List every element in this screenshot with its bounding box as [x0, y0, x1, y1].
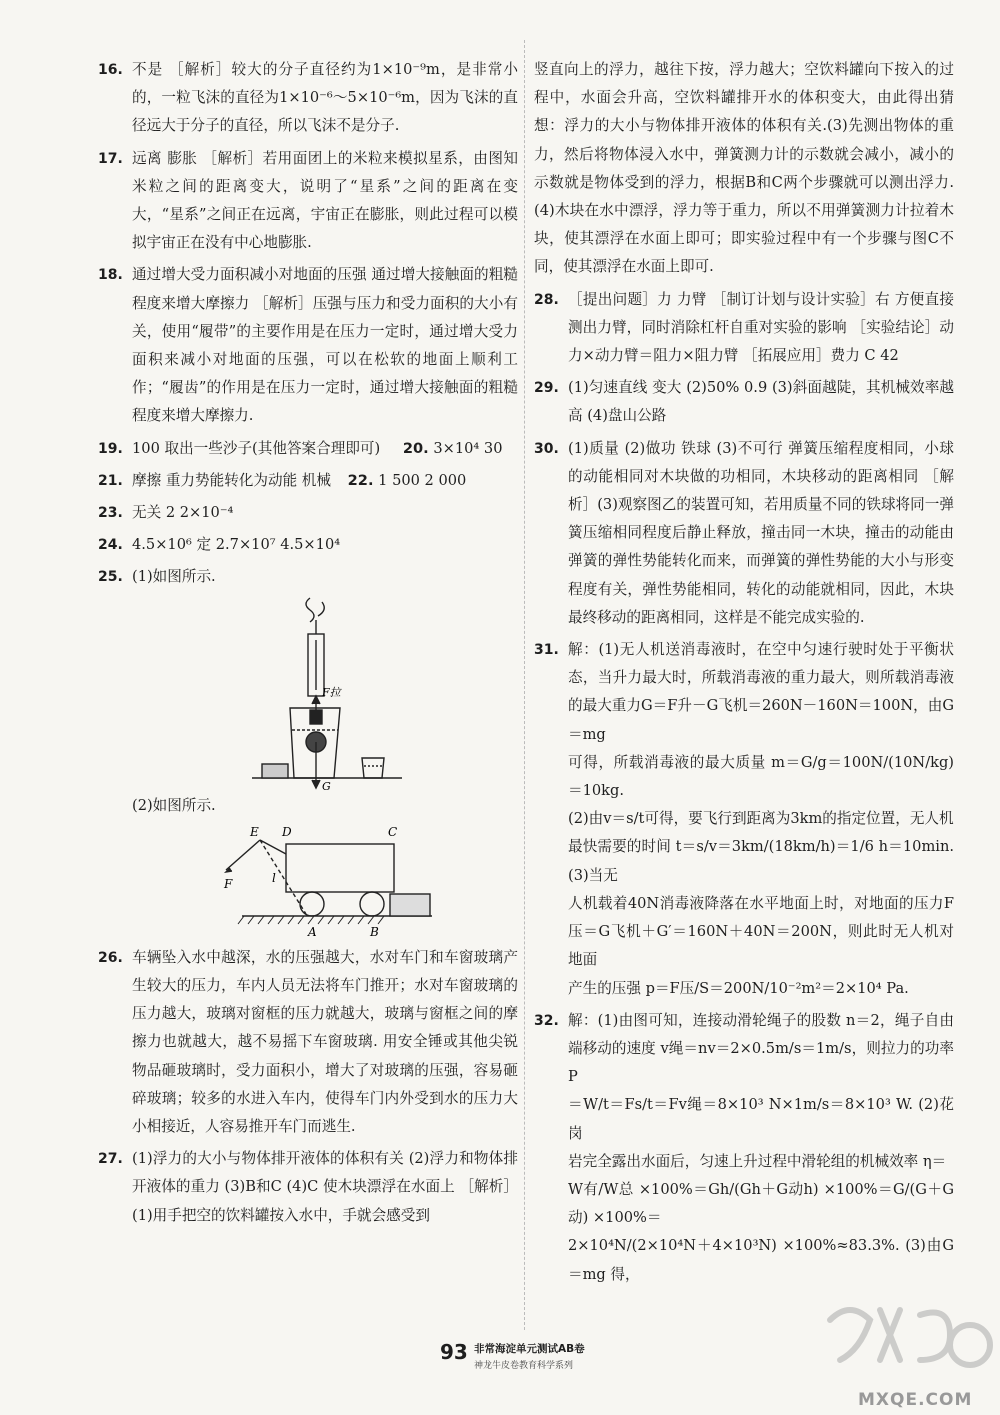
question-17: [98, 145, 518, 258]
question-25: [98, 563, 518, 939]
label-f: F: [224, 876, 233, 891]
answer-text: (1)浮力的大小与物体排开液体的体积有关 (2)浮力和物体排开液体的重力 (3)B和C (4)C 使木块漂浮在水面上 ［解析］(1)用手把空的饮料罐按入水中，手就会感受到: [132, 1150, 518, 1224]
answer-text: 通过增大受力面积减小对地面的压强 通过增大接触面的粗糙程度来增大摩擦力 ［解析］压强与压力和受力面积的大小有关，使用“履带”的主要作用是在压力一定时，通过增大受力面积来减小对地面的压强，可以在松软的地面上顺利工作；“履齿”的作用是在压力一定时，通过增大接触面的粗糙程度来增大摩擦力.: [132, 266, 518, 425]
question-number: 26.: [98, 949, 123, 966]
answer-text: 无关 2 2×10⁻⁴: [132, 504, 234, 522]
question-number: 24.: [98, 537, 123, 554]
label-d: D: [282, 824, 292, 839]
question-number: 30.: [534, 440, 559, 457]
solution-line: 解：(1)无人机送消毒液时，在空中匀速行驶时处于平衡状态，当升力最大时，所载消毒液的重力最大，则所载消毒液的最大重力G＝F升－G飞机＝260N－160N＝100N，由G＝mg: [568, 641, 954, 743]
force-label: F拉: [322, 685, 341, 699]
answer-text: 车辆坠入水中越深，水的压强越大，水对车门和车窗玻璃产生较大的压力，车内人员无法将车门推开；水对车窗玻璃的压力越大，玻璃对窗框的压力就越大，玻璃与窗框之间的摩擦力也就越大，越不易摇下车窗玻璃. 用安全锤或其他尖锐物品砸玻璃时，受力面积小，增大了对玻璃的压强，容易砸碎玻璃；较多的水进入车内，使得车门内外受到水的压力大小相接近，人容易推开车门而逃生.: [132, 948, 518, 1136]
question-number: 16.: [98, 62, 123, 78]
answer-text: 4.5×10⁶ 定 2.7×10⁷ 4.5×10⁴: [132, 536, 341, 554]
question-number: 32.: [534, 1012, 559, 1029]
question-30: [534, 435, 954, 632]
question-number: 27.: [98, 1151, 123, 1168]
question-29: [534, 374, 954, 430]
answer-text: (2)如图所示.: [132, 796, 216, 814]
column-divider: [524, 40, 525, 1330]
question-number: 19.: [98, 440, 123, 457]
answer-text: ［提出问题］力 力臂 ［制订计划与设计实验］右 方便直接测出力臂，同时消除杠杆自重对实验的影响 ［实验结论］动力×动力臂＝阻力×阻力臂 ［拓展应用］费力 C 42: [568, 290, 954, 365]
label-l: l: [272, 870, 276, 885]
label-b: B: [370, 924, 379, 939]
answer-text: (1)如图所示.: [132, 568, 216, 586]
cart-lever-diagram: [132, 820, 432, 940]
label-a: A: [308, 924, 317, 939]
weight-label: G: [322, 779, 331, 792]
question-28: [534, 286, 954, 371]
solution-line: W有/W总 ×100%＝Gh/(Gh＋G动h) ×100%＝G/(G＋G动) ×100%＝: [568, 1180, 954, 1227]
question-27: [98, 1145, 518, 1230]
question-24: [98, 531, 518, 559]
question-16: [98, 56, 518, 141]
label-c: C: [388, 824, 398, 839]
answer-text: 远离 膨胀 ［解析］若用面团上的米粒来模拟星系，由图知米粒之间的距离变大，说明了“星系”之间的距离在变大，“星系”之间正在远离，宇宙正在膨胀，则此过程可以模拟宇宙正在没有中心地膨胀.: [132, 149, 518, 252]
right-column: [534, 56, 954, 1293]
solution-line: 产生的压强 p＝F压/S＝200N/10⁻²m²＝2×10⁴ Pa.: [568, 979, 909, 997]
solution-line: 人机载着40N消毒液降落在水平地面上时，对地面的压力F压＝G飞机＋G′＝160N＋40N＝200N，则此时无人机对地面: [568, 894, 954, 969]
book-title: 非常海淀单元测试AB卷: [474, 1343, 585, 1355]
question-31: [534, 636, 954, 1003]
question-number: 29.: [534, 380, 559, 397]
question-19-20: [98, 435, 518, 463]
question-number: 20.: [402, 439, 429, 457]
answer-text: 摩擦 重力势能转化为动能 机械: [132, 471, 331, 489]
answer-text: (1)质量 (2)做功 铁球 (3)不可行 弹簧压缩程度相同，小球的动能相同对木块做的功相同，木块移动的距离相同 ［解析］(3)观察图乙的装置可知，若用质量不同的铁球将同一弹簧压缩相同程度后静止释放，撞击同一木块，撞击的动能由弹簧的弹性势能转化而来，而弹簧的弹性势能的大小与形变程度有关，弹性势能相同，转化的动能就相同，因此，木块最终移动的距离相同，这样是不能完成实验的.: [568, 439, 954, 626]
page-footer: [440, 1340, 640, 1380]
answer-text: 100 取出一些沙子(其他答案合理即可): [132, 439, 381, 457]
answer-text: 1 500 2 000: [378, 471, 467, 489]
question-32: [534, 1007, 954, 1289]
question-27-continued: [534, 56, 954, 282]
figure-cart-lever: [132, 820, 518, 940]
question-number: 23.: [98, 505, 123, 522]
question-number: 17.: [98, 150, 123, 167]
question-number: 18.: [98, 267, 123, 284]
series-name: 神龙牛皮卷教育科学系列: [474, 1361, 574, 1371]
spring-scale-diagram: [132, 592, 432, 792]
question-18: [98, 261, 518, 430]
question-number: 22.: [347, 471, 374, 489]
question-23: [98, 499, 518, 527]
solution-line: 解：(1)由图可知，连接动滑轮绳子的股数 n＝2，绳子自由端移动的速度 v绳＝nv＝2×0.5m/s＝1m/s，则拉力的功率 P: [568, 1011, 954, 1086]
left-column: [98, 56, 518, 1234]
watermark-text: MXQE.COM: [858, 1390, 973, 1410]
question-number: 21.: [98, 472, 123, 489]
question-number: 25.: [98, 569, 123, 586]
question-number: 31.: [534, 642, 559, 659]
solution-line: 可得，所载消毒液的最大质量 m＝G/g＝100N/(10N/kg)＝10kg.: [568, 753, 954, 800]
page-number: 93: [440, 1340, 468, 1364]
solution-line: ＝W/t＝Fs/t＝Fv绳＝8×10³ N×1m/s＝8×10³ W. (2)花岗: [568, 1096, 954, 1142]
answer-text: 不是 ［解析］较大的分子直径约为1×10⁻⁹m，是非常小的，一粒飞沫的直径为1×10⁻⁶～5×10⁻⁶m，因为飞沫的直径远大于分子的直径，所以飞沫不是分子.: [132, 61, 518, 135]
question-number: 28.: [534, 291, 559, 308]
answer-text: (1)匀速直线 变大 (2)50% 0.9 (3)斜面越陡，其机械效率越高 (4)盘山公路: [568, 379, 954, 425]
solution-line: 岩完全露出水面后，匀速上升过程中滑轮组的机械效率 η＝: [568, 1152, 947, 1170]
answer-text: 3×10⁴ 30: [433, 439, 503, 457]
solution-line: 最快需要的时间 t＝s/v＝3km/(18km/h)＝1/6 h＝10min. (3)当无: [568, 838, 954, 884]
figure-spring-scale-beaker: [132, 592, 518, 792]
question-21-22: [98, 467, 518, 495]
solution-line: (2)由v＝s/t可得，要飞行到距离为3km的指定位置，无人机: [568, 810, 954, 828]
solution-line: 2×10⁴N/(2×10⁴N＋4×10³N) ×100%≈83.3%. (3)由G＝mg 得，: [568, 1237, 954, 1283]
label-e: E: [250, 824, 259, 839]
answer-text: 竖直向上的浮力，越往下按，浮力越大；空饮料罐向下按入的过程中，水面会升高，空饮料罐排开水的体积变大，由此得出猜想：浮力的大小与物体排开液体的体积有关.(3)先测出物体的重力，然后将物体浸入水中，弹簧测力计的示数就会减小，减小的示数就是物体受到的浮力，根据B和C两个步骤就可以测出浮力.(4)木块在水中漂浮，浮力等于重力，所以不用弹簧测力计拉着木块，使其漂浮在水面上即可；即实验过程中有一个步骤与图C不同，使其漂浮在水面上即可.: [534, 61, 954, 276]
question-26: [98, 944, 518, 1141]
